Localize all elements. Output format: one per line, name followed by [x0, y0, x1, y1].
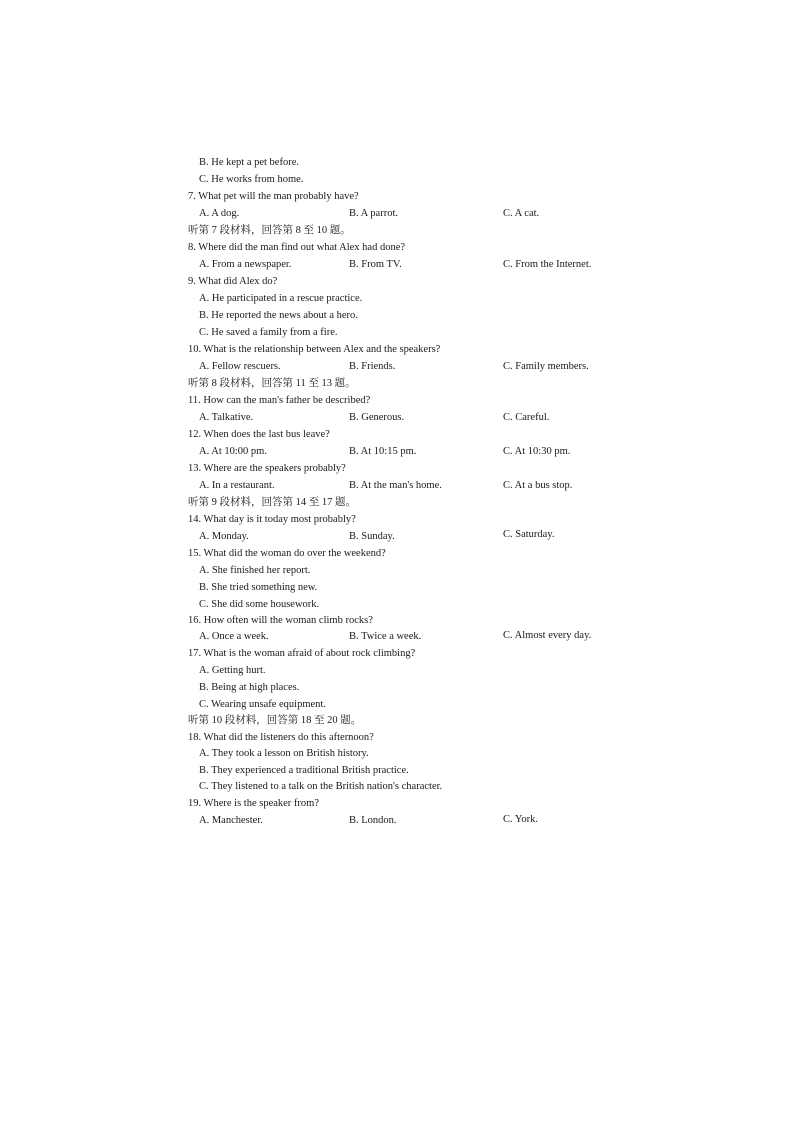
option-line: C. He works from home. [199, 174, 304, 185]
option-line: B. He reported the news about a hero. [199, 310, 358, 321]
question-10: 10. What is the relationship between Alex and the speakers? [188, 344, 441, 355]
option-a: A. Monday. [199, 531, 249, 542]
question-9: 9. What did Alex do? [188, 276, 278, 287]
question-15: 15. What did the woman do over the weekend? [188, 548, 386, 559]
option-c: C. At a bus stop. [503, 480, 573, 491]
option-line: A. Getting hurt. [199, 665, 266, 676]
question-18: 18. What did the listeners do this afternoon? [188, 732, 374, 743]
option-b: B. Friends. [349, 361, 396, 372]
option-b: B. Sunday. [349, 531, 395, 542]
option-c: C. Almost every day. [503, 630, 592, 641]
question-19: 19. Where is the speaker from? [188, 798, 320, 809]
section-heading: 听第 10 段材料，回答第 18 至 20 题。 [188, 715, 362, 726]
question-13: 13. Where are the speakers probably? [188, 463, 346, 474]
option-line: A. He participated in a rescue practice. [199, 293, 363, 304]
option-c: C. Family members. [503, 361, 589, 372]
option-b: B. At the man's home. [349, 480, 442, 491]
option-c: C. At 10:30 pm. [503, 446, 571, 457]
option-line: C. Wearing unsafe equipment. [199, 699, 326, 710]
question-8: 8. Where did the man find out what Alex had done? [188, 242, 406, 253]
section-heading: 听第 9 段材料，回答第 14 至 17 题。 [188, 497, 356, 508]
option-a: A. Talkative. [199, 412, 254, 423]
option-c: C. From the Internet. [503, 259, 592, 270]
option-b: B. Generous. [349, 412, 405, 423]
option-b: B. From TV. [349, 259, 402, 270]
option-a: A. Manchester. [199, 815, 263, 826]
section-heading: 听第 8 段材料，回答第 11 至 13 题。 [188, 378, 356, 389]
question-17: 17. What is the woman afraid of about rock climbing? [188, 648, 416, 659]
option-line: C. They listened to a talk on the British nation's character. [199, 781, 443, 792]
question-14: 14. What day is it today most probably? [188, 514, 356, 525]
option-line: B. They experienced a traditional British practice. [199, 765, 409, 776]
section-heading: 听第 7 段材料，回答第 8 至 10 题。 [188, 225, 351, 236]
option-a: A. From a newspaper. [199, 259, 292, 270]
option-b: B. London. [349, 815, 397, 826]
option-line: C. She did some housework. [199, 599, 320, 610]
option-c: C. Saturday. [503, 529, 555, 540]
option-line: B. She tried something new. [199, 582, 318, 593]
option-a: A. In a restaurant. [199, 480, 275, 491]
question-16: 16. How often will the woman climb rocks? [188, 615, 373, 626]
option-c: C. Careful. [503, 412, 550, 423]
option-c: C. York. [503, 814, 539, 825]
option-line: B. He kept a pet before. [199, 157, 300, 168]
question-11: 11. How can the man's father be described? [188, 395, 371, 406]
option-c: C. A cat. [503, 208, 540, 219]
option-a: A. At 10:00 pm. [199, 446, 267, 457]
option-b: B. Twice a week. [349, 631, 422, 642]
option-line: B. Being at high places. [199, 682, 300, 693]
question-12: 12. When does the last bus leave? [188, 429, 330, 440]
option-a: A. A dog. [199, 208, 240, 219]
option-b: B. At 10:15 pm. [349, 446, 417, 457]
question-7: 7. What pet will the man probably have? [188, 191, 359, 202]
option-line: A. She finished her report. [199, 565, 311, 576]
option-b: B. A parrot. [349, 208, 398, 219]
option-line: A. They took a lesson on British history. [199, 748, 369, 759]
option-line: C. He saved a family from a fire. [199, 327, 338, 338]
option-a: A. Once a week. [199, 631, 269, 642]
option-a: A. Fellow rescuers. [199, 361, 281, 372]
